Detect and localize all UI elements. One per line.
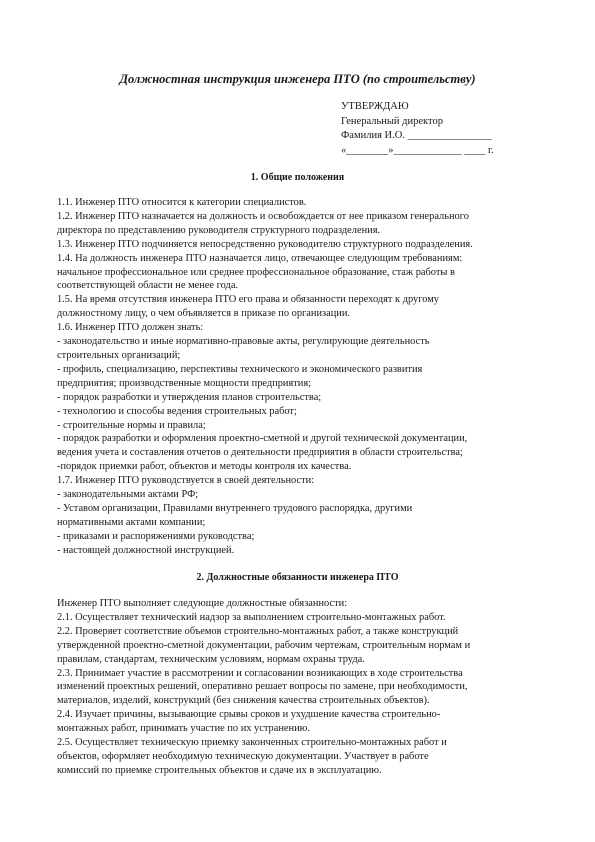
text-line: 1.5. На время отсутствия инженера ПТО его права и обязанности переходят к другому — [57, 294, 440, 306]
text-line: соответствующей области не менее года. — [57, 280, 239, 292]
text-line: 2.3. Принимает участие в рассмотрении и согласовании возникающих в ходе строительства — [57, 667, 463, 679]
text-line: утвержденной проектно-сметной документации, рабочим чертежам, строительным нормам и — [57, 639, 471, 651]
text-line: ведения учета и составления отчетов о деятельности предприятия в области строительства; — [57, 447, 463, 459]
text-line: - порядок разработки и утверждения планов строительства; — [57, 391, 322, 403]
text-line: 1.6. Инженер ПТО должен знать: — [57, 322, 204, 334]
approval-line: Фамилия И.О. ________________ — [341, 130, 492, 141]
text-line: 2.4. Изучает причины, вызывающие срывы сроков и ухудшение качества строительно- — [57, 709, 441, 721]
text-line: начальное профессиональное или среднее профессиональное образование, стаж работы в — [57, 266, 455, 278]
section-1-heading: 1. Общие положения — [250, 172, 345, 183]
text-line: -порядок приемки работ, объектов и методы контроля их качества. — [57, 461, 352, 473]
text-line: 2.2. Проверяет соответствие объемов строительно-монтажных работ, а также конструкций — [57, 625, 459, 637]
text-line: 1.7. Инженер ПТО руководствуется в своей деятельности: — [57, 475, 315, 487]
text-line: - порядок разработки и оформления проектно-сметной и другой технической документации, — [57, 433, 468, 445]
text-line: - настоящей должностной инструкцией. — [57, 544, 235, 556]
approval-block — [341, 100, 494, 158]
text-line: Инженер ПТО выполняет следующие должностные обязанности: — [57, 598, 348, 609]
text-line: 2.5. Осуществляет техническую приемку законченных строительно-монтажных работ и — [57, 737, 447, 749]
text-line: предприятия; производственные мощности предприятия; — [57, 377, 312, 389]
text-line: комиссий по приемке строительных объектов и сдаче их в эксплуатацию. — [57, 764, 382, 776]
document-title: Должностная инструкция инженера ПТО (по строительству) — [119, 72, 476, 86]
text-line: 1.2. Инженер ПТО назначается на должность и освобождается от нее приказом генерального — [57, 210, 469, 222]
approval-line: «________»_____________ ____ г. — [341, 144, 494, 156]
text-line: материалов, изделий, конструкций (без снижения качества строительных объектов). — [57, 695, 430, 707]
text-line: директора по представлению руководителя структурного подразделения. — [57, 224, 381, 236]
section-2-heading: 2. Должностные обязанности инженера ПТО — [196, 572, 399, 583]
approval-line: УТВЕРЖДАЮ — [341, 101, 409, 112]
text-line: - законодательство и иные нормативно-правовые акты, регулирующие деятельность — [57, 336, 430, 348]
approval-line: Генеральный директор — [341, 115, 443, 127]
text-line: - строительные нормы и правила; — [57, 419, 206, 431]
text-line: - технологию и способы ведения строительных работ; — [57, 405, 297, 417]
text-line: 1.3. Инженер ПТО подчиняется непосредственно руководителю структурного подразделения. — [57, 238, 473, 250]
text-line: изменений проектных решений, оперативно решает вопросы по замене, при необходимости, — [57, 681, 468, 693]
section-1-body — [57, 196, 537, 558]
text-line: правилам, стандартам, техническим условиям, нормам охраны труда. — [57, 653, 365, 665]
section-2-body — [57, 597, 537, 778]
text-line: 1.1. Инженер ПТО относится к категории специалистов. — [57, 197, 307, 208]
text-line: - приказами и распоряжениями руководства; — [57, 530, 255, 542]
text-line: должностному лицу, о чем объявляется в приказе по организации. — [57, 308, 351, 320]
text-line: - законодательными актами РФ; — [57, 489, 199, 501]
text-line: - профиль, специализацию, перспективы технического и экономического развития — [57, 363, 423, 375]
text-line: монтажных работ, принимать участие по их устранению. — [57, 723, 310, 735]
text-line: 1.4. На должность инженера ПТО назначается лицо, отвечающее следующим требованиям: — [57, 252, 463, 264]
text-line: объектов, оформляет необходимую техническую документации. Участвует в работе — [57, 750, 429, 762]
text-line: нормативными актами компании; — [57, 516, 206, 528]
text-line: - Уставом организации, Правилами внутреннего трудового распорядка, другими — [57, 502, 413, 514]
text-line: строительных организаций; — [57, 349, 181, 361]
text-line: 2.1. Осуществляет технический надзор за выполнением строительно-монтажных работ. — [57, 611, 446, 623]
